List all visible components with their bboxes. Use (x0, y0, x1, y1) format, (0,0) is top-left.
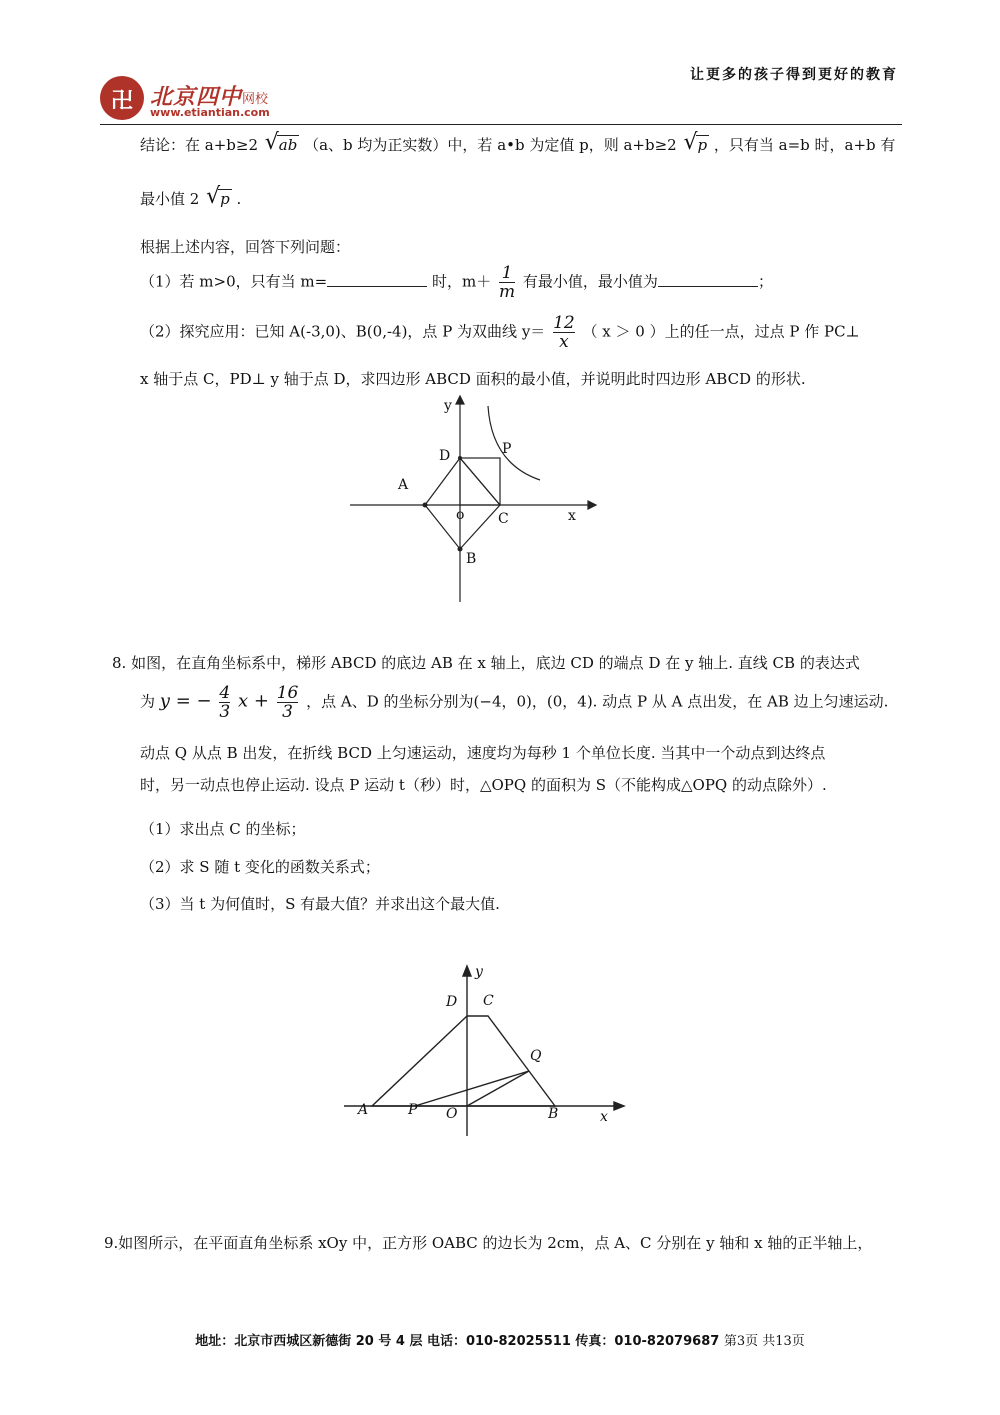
question-2-line2: x 轴于点 C，PD⊥ y 轴于点 D，求四边形 ABCD 面积的最小值，并说明此时四边形 ABCD 的形状. (140, 370, 806, 388)
intro-line: 根据上述内容，回答下列问题： (140, 238, 351, 256)
figure-hyperbola-quadrilateral (340, 392, 610, 607)
trapezoid-ABCD (372, 1016, 555, 1106)
conclusion-line: 结论：在 a+b≥2 √ ab （a、b 均为正实数）中，若 a•b 为定值 p，则 a+b≥2 √ p ，只有当 a=b 时，a+b 有 (140, 130, 896, 155)
question-2-line1: （2）探究应用：已知 A(-3,0)、B(0,-4)，点 P 为双曲线 y＝ $\frac{12}{x}$ （ x ＞ 0 ）上的任一点，过点 P 作 PC⊥ (140, 313, 860, 352)
header-slogan: 让更多的孩子得到更好的教育 (690, 67, 898, 83)
label-A: A (358, 1102, 369, 1118)
question-1: （1）若 m>0，只有当 m= 时，m＋ $\frac{1}{m}$ 有最小值，最小值为 ； (140, 263, 773, 302)
label-B: B (466, 551, 477, 567)
logo-name: 北京四中 (150, 85, 243, 110)
label-D: D (446, 994, 458, 1010)
question-8-line4: 时，另一动点也停止运动. 设点 P 运动 t（秒）时，△OPQ 的面积为 S（不能构成△OPQ 的动点除外）. (140, 776, 827, 794)
question-9-line1: 9.如图所示，在平面直角坐标系 xOy 中，正方形 OABC 的边长为 2cm，点 A、C 分别在 y 轴和 x 轴的正半轴上， (104, 1234, 873, 1252)
sqrt-ab: √ ab (264, 130, 298, 155)
y-arrow (463, 966, 471, 976)
label-x: x (568, 508, 576, 524)
label-C: C (498, 511, 509, 527)
segment-PQ (415, 1071, 529, 1106)
label-B: B (548, 1106, 559, 1122)
quadrilateral-ABCD (425, 458, 500, 549)
label-D: D (439, 448, 451, 464)
question-8-line2: 为 y = − $\frac{4}{3}$ x + $\frac{16}{3}$ ，点 A、D 的坐标分别为(−4，0)，(0，4). 动点 P 从 A 点出发，在 AB 边上匀速运动. (140, 683, 889, 722)
label-A: A (398, 477, 409, 493)
point-B (458, 547, 463, 552)
question-8-line1: 8. 如图，在直角坐标系中，梯形 ABCD 的底边 AB 在 x 轴上，底边 CD 的端点 D 在 y 轴上. 直线 CB 的表达式 (112, 654, 860, 672)
y-arrow (456, 396, 464, 404)
logo-glyph: 卍 (110, 89, 133, 114)
label-Q: Q (530, 1048, 542, 1064)
answer-blank-m (327, 273, 427, 287)
min-value-line: 最小值 2 √ p . (140, 184, 242, 209)
logo-url: www.etiantian.com (150, 106, 270, 119)
footer-page: 第3页 共13页 (723, 1334, 805, 1349)
label-C: C (483, 993, 494, 1009)
point-D (458, 456, 462, 460)
label-y: y (444, 398, 452, 414)
label-y: y (475, 964, 483, 980)
question-8-sub2: （2）求 S 随 t 变化的函数关系式； (140, 858, 380, 876)
sqrt-p: √ p (683, 130, 708, 155)
x-arrow (614, 1102, 624, 1110)
footer (0, 1330, 1000, 1349)
question-8-sub3: （3）当 t 为何值时，S 有最大值？并求出这个最大值. (140, 895, 500, 913)
answer-blank-min (658, 273, 758, 287)
label-O: o (456, 507, 465, 523)
hyperbola-curve (488, 406, 540, 480)
figure-trapezoid (330, 958, 630, 1144)
x-arrow (588, 501, 596, 509)
segment-OQ (467, 1071, 529, 1106)
label-x: x (600, 1109, 608, 1125)
logo-subtitle: 网校 (242, 92, 269, 107)
label-P: P (408, 1102, 418, 1118)
label-O: O (446, 1106, 458, 1122)
footer-address: 地址：北京市西城区新德街 20 号 4 层 电话：010-82025511 传真：010-82079687 (195, 1334, 720, 1349)
label-P: P (502, 441, 512, 457)
point-A (423, 503, 428, 508)
question-8-line3: 动点 Q 从点 B 出发，在折线 BCD 上匀速运动，速度均为每秒 1 个单位长度. 当其中一个动点到达终点 (140, 744, 826, 762)
question-8-sub1: （1）求出点 C 的坐标； (140, 820, 306, 838)
header-rule (100, 124, 902, 125)
diagonal-DC (460, 458, 500, 505)
